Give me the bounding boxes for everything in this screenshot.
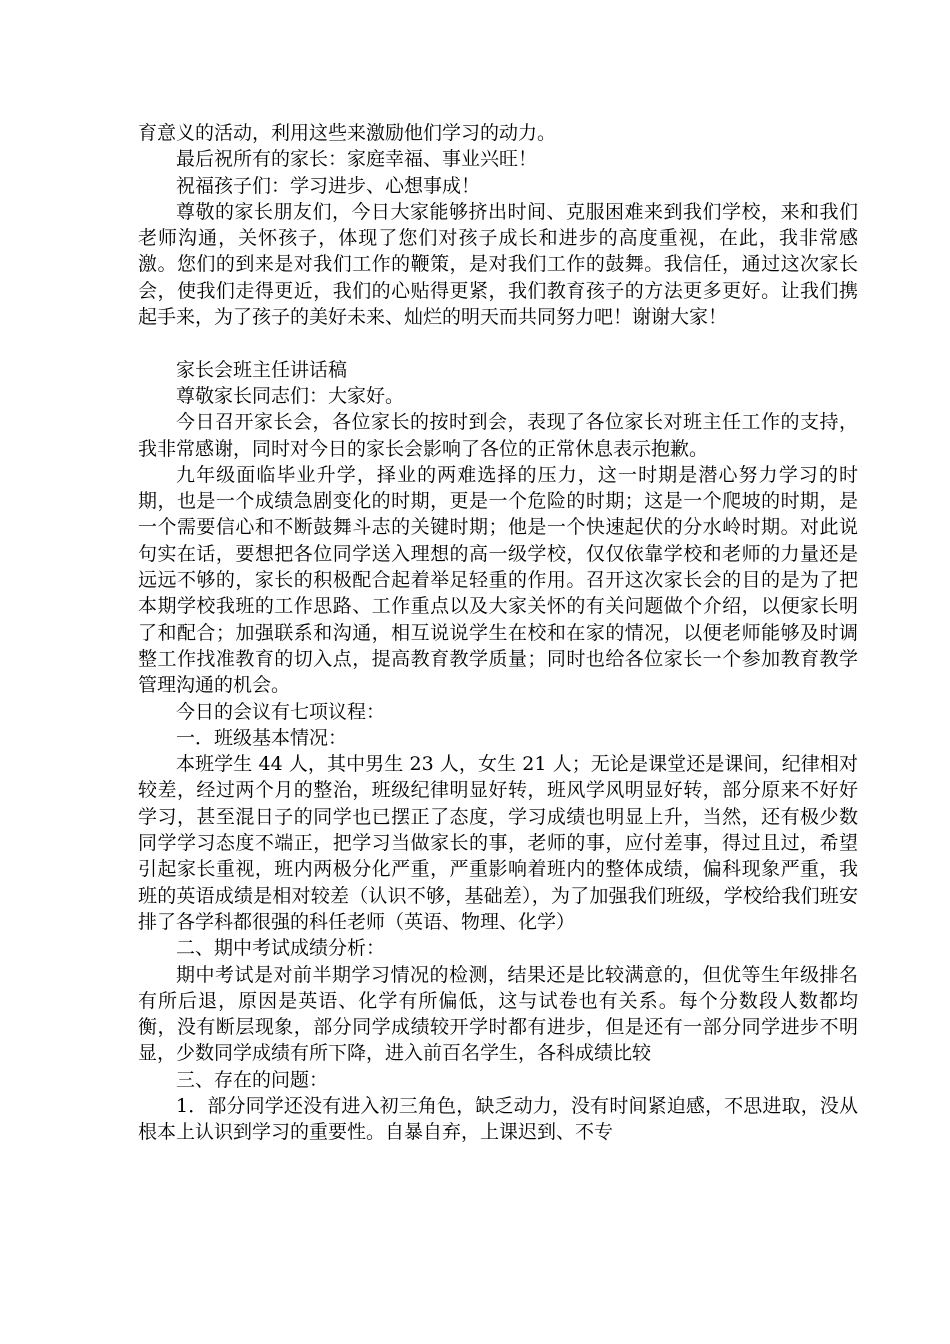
paragraph: 今日的会议有七项议程： [176,700,386,723]
paragraph: 二、期中考试成绩分析： [176,937,386,960]
paragraph: 今日召开家长会，各位家长的按时到会，表现了各位家长对班主任工作的支持，我非常感谢，同时对今日的家长会影响了各位的正常休息表示抱歉。 [138,411,858,460]
paragraph: 期中考试是对前半期学习情况的检测，结果还是比较满意的，但优等生年级排名有所后退，原因是英语、化学有所偏低，这与试卷也有关系。每个分数段人数都均衡，没有断层现象，部分同学成绩较开学时都有进步，但是还有一部分同学进步不明显，少数同学成绩有所下降，进入前百名学生，各科成绩比较 [138,963,858,1065]
paragraph: 九年级面临毕业升学，择业的两难选择的压力，这一时期是潜心努力学习的时期，也是一个成绩急剧变化的时期，更是一个危险的时期；这是一个爬坡的时期，是一个需要信心和不断鼓舞斗志的关键时期；他是一个快速起伏的分水岭时期。对此说句实在话，要想把各位同学送入理想的高一级学校，仅仅依靠学校和老师的力量还是远远不够的，家长的积极配合起着举足轻重的作用。召开这次家长会的目的是为了把本期学校我班的工作思路、工作重点以及大家关怀的有关问题做个介绍，以便家长明了和配合；加强联系和沟通，相互说说学生在校和在家的情况，以便老师能够及时调整工作找准教育的切入点，提高教育教学质量；同时也给各位家长一个参加教育教学管理沟通的机会。 [138,463,858,697]
paragraph: 尊敬的家长朋友们，今日大家能够挤出时间、克服困难来到我们学校，来和我们老师沟通，关怀孩子，体现了您们对孩子成长和进步的高度重视，在此，我非常感激。您们的到来是对我们工作的鞭策，是对我们工作的鼓舞。我信任，通过这次家长会，使我们走得更近，我们的心贴得更紧，我们教育孩子的方法更多更好。让我们携起手来，为了孩子的美好未来、灿烂的明天而共同努力吧！谢谢大家！ [138,200,858,329]
blank-line [138,330,858,356]
paragraph: 本班学生 44 人，其中男生 23 人，女生 21 人；无论是课堂还是课间，纪律相对较差，经过两个月的整治，班级纪律明显好转，班风学风明显好转，部分原来不好好学习，甚至混日子的同学也已摆正了态度，学习成绩也明显上升，当然，还有极少数同学学习态度不端正，把学习当做家长的事，老师的事，应付差事，得过且过，希望引起家长重视，班内两极分化严重，严重影响着班内的整体成绩，偏科现象严重，我班的英语成绩是相对较差（认识不够，基础差），为了加强我们班级，学校给我们班安排了各学科都很强的科任老师（英语、物理、化学） [138,753,858,933]
paragraph: 一．班级基本情况： [176,726,348,749]
paragraph: 家长会班主任讲话稿 [176,358,348,381]
document-page [138,120,858,1146]
paragraph: 祝福孩子们：学习进步、心想事成！ [176,174,481,197]
paragraph: 育意义的活动，利用这些来激励他们学习的动力。 [138,122,557,144]
paragraph: 1．部分同学还没有进入初三角色，缺乏动力，没有时间紧迫感，不思进取，没从根本上认识到学习的重要性。自暴自弃，上课迟到、不专 [138,1094,858,1144]
paragraph: 最后祝所有的家长：家庭幸福、事业兴旺！ [176,148,538,171]
paragraph: 三、存在的问题： [176,1068,329,1091]
paragraph: 尊敬家长同志们：大家好。 [176,384,405,407]
